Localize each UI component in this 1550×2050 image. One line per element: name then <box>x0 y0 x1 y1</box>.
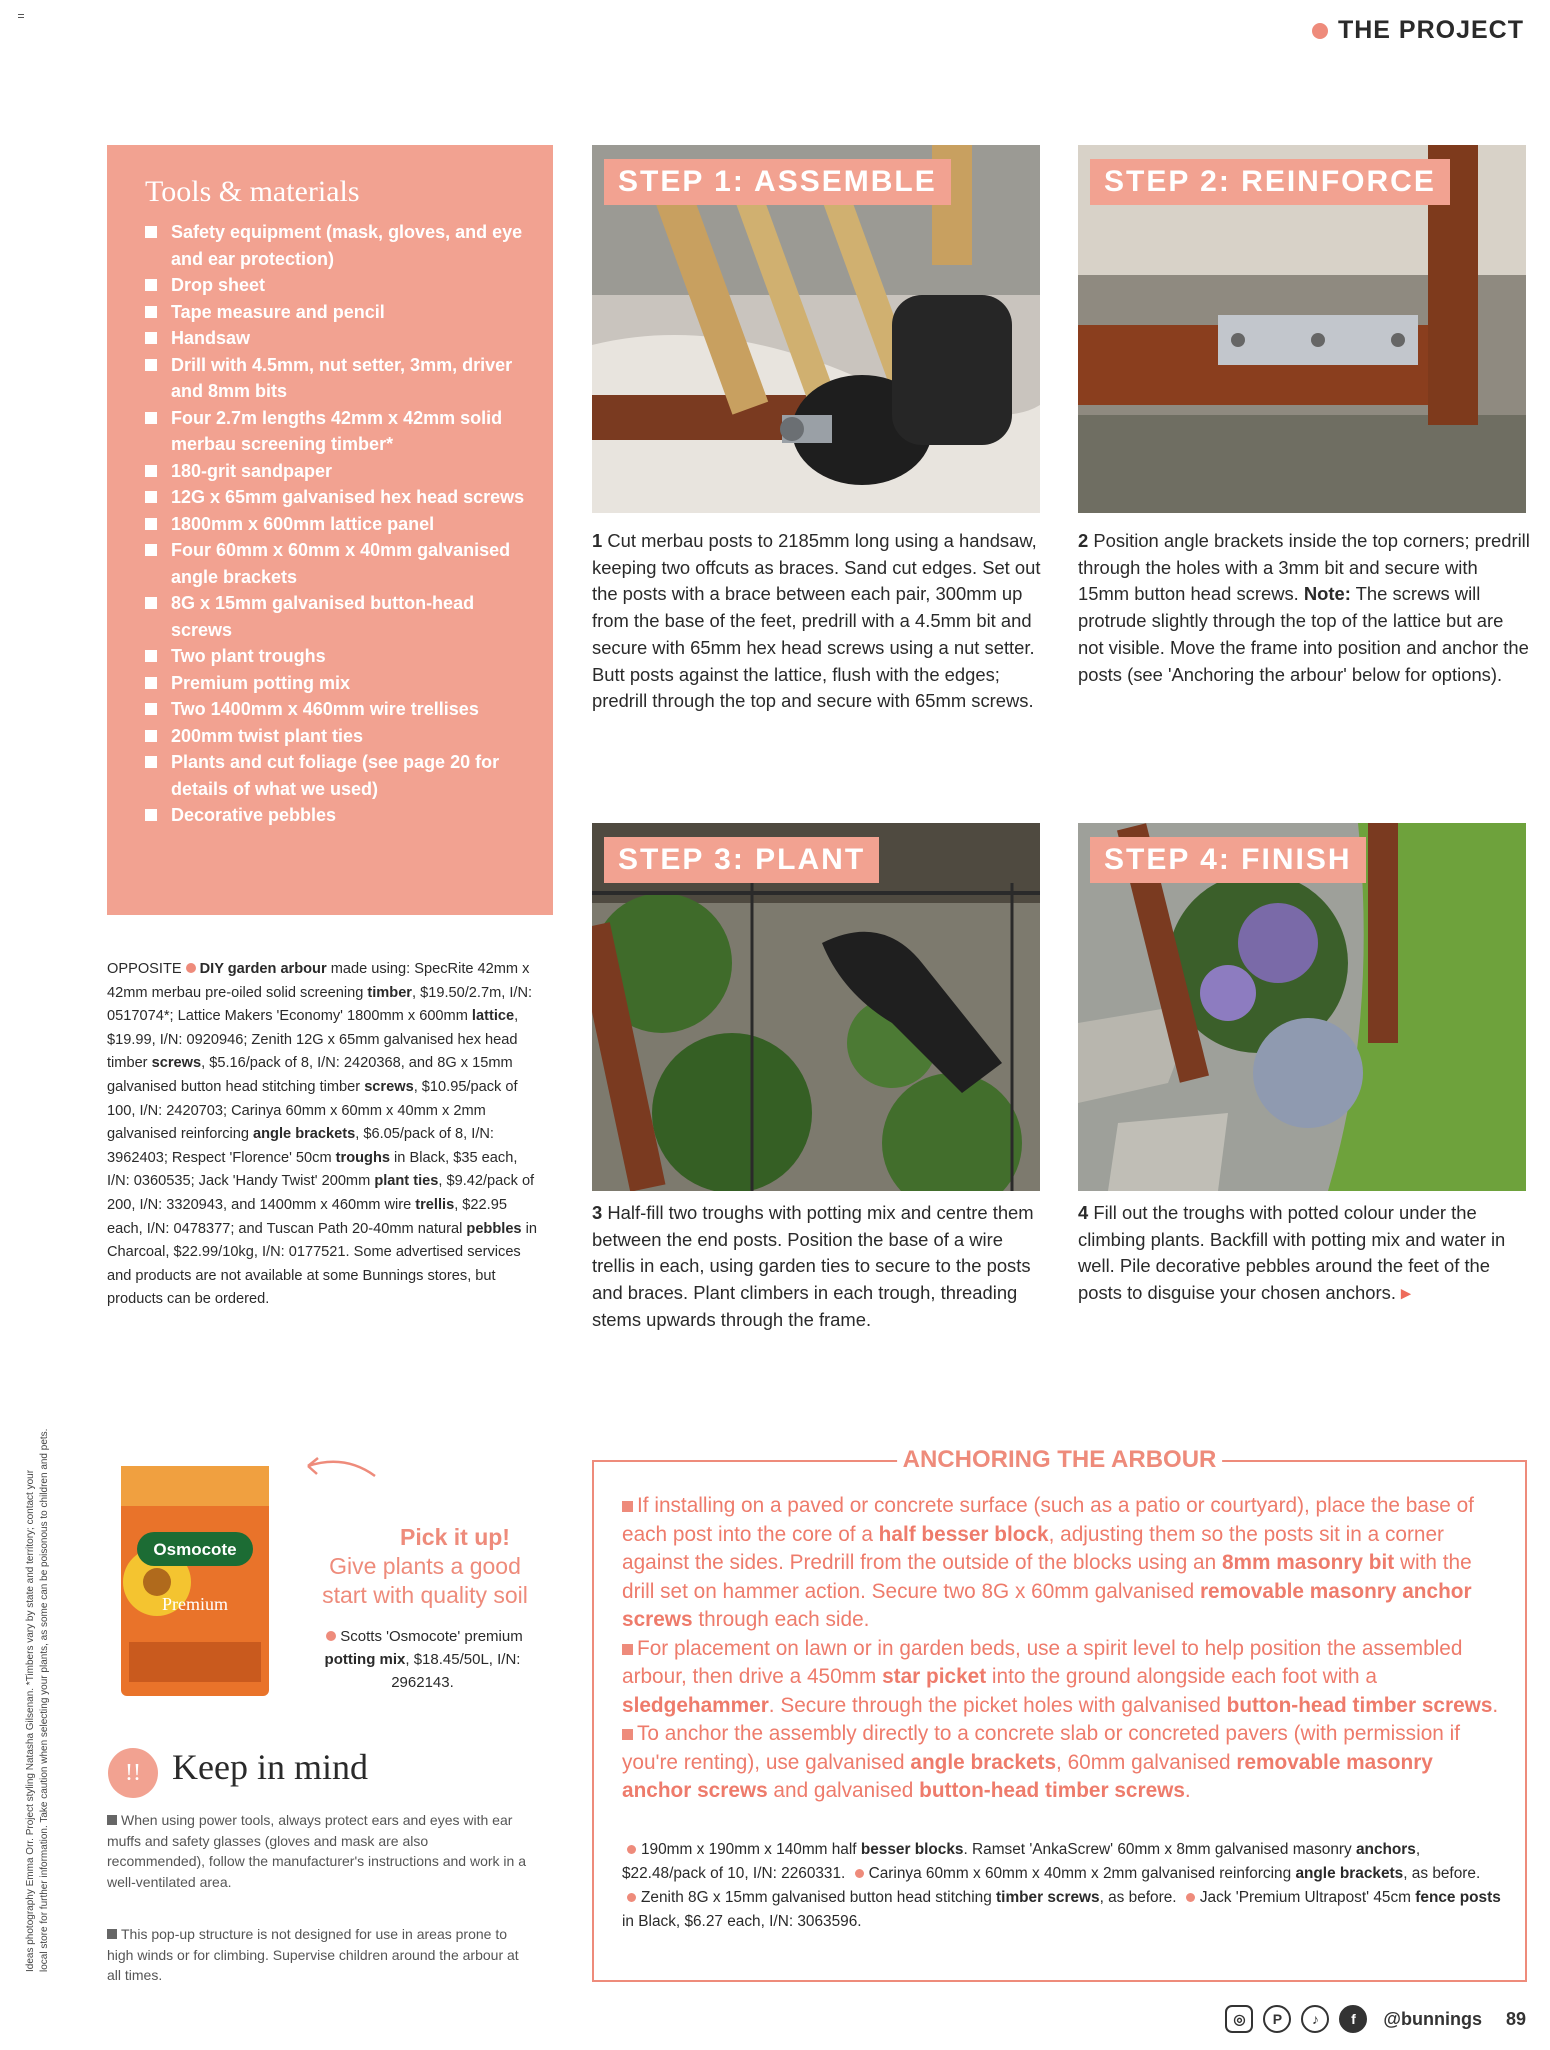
step-4-photo <box>1078 823 1526 1191</box>
bullet-dot-icon <box>326 1631 336 1641</box>
caption-text: , $19.99, I/N: 0920946; Zenith 12G x 65mm galvanised hex head timber <box>107 1008 519 1072</box>
step-2-photo <box>1078 145 1526 513</box>
product-text: Carinya 60mm x 60mm x 40mm x 2mm galvanised reinforcing <box>868 1865 1296 1882</box>
caption-text: in Black, $35 each, I/N: 0360535; Jack 'Handy Twist' 200mm <box>107 1149 518 1190</box>
step-number: 4 <box>1078 1202 1089 1223</box>
keep-in-mind-text: This pop-up structure is not designed for use in areas prone to high winds or for climbing. Supervise children around the arbour at all times. <box>107 1926 519 1983</box>
caption-text: , $10.95/pack of 100, I/N: 2420703; Carinya 60mm x 60mm x 40mm x 2mm galvanised reinforcing <box>107 1078 518 1143</box>
anchor-text: . <box>1492 1693 1499 1717</box>
product-text: 190mm x 190mm x 140mm half <box>641 1841 861 1858</box>
bullet-square-icon <box>107 1815 117 1825</box>
anchor-bold: button-head timber screws <box>1226 1693 1493 1717</box>
product-text: . Ramset 'AnkaScrew' 60mm x 8mm galvanised masonry <box>963 1841 1356 1858</box>
step-description: Half-fill two troughs with potting mix and centre them between the end posts. Position the base of a wire trellis in each, using garden ties to secure to the posts and braces. Plant climbers in each trough, threading stems upwards through the frame. <box>592 1202 1034 1330</box>
step-1-text <box>592 528 1044 715</box>
product-text: , as before. <box>1403 1865 1481 1882</box>
product-bold: angle brackets <box>1295 1865 1404 1882</box>
tools-title: Tools & materials <box>145 175 360 208</box>
corner-mark <box>18 14 24 20</box>
step-number: 1 <box>592 530 603 551</box>
page-number: 89 <box>1505 2008 1526 2029</box>
pick-subtitle: Give plants a good start with quality soil <box>322 1553 528 1608</box>
step-2-text <box>1078 528 1530 688</box>
opposite-caption <box>107 958 537 1312</box>
caption-bold: screws <box>364 1078 414 1095</box>
tiktok-icon[interactable]: ♪ <box>1301 2005 1329 2033</box>
anchor-text: For placement on lawn or in garden beds, use a spirit level to help position the assembled arbour, then drive a 450mm <box>622 1636 1463 1688</box>
anchoring-box <box>592 1446 1527 1982</box>
anchoring-title: ANCHORING THE ARBOUR <box>897 1446 1223 1474</box>
product-bold: besser blocks <box>860 1841 964 1858</box>
anchoring-body <box>622 1492 1501 1806</box>
bullet-dot-icon <box>855 1869 864 1878</box>
step-description: Fill out the troughs with potted colour under the climbing plants. Backfill with potting mix and water in well. Pile decorative pebbles around the feet of the posts to disguise your chosen anchors. <box>1078 1202 1506 1304</box>
pinterest-icon[interactable]: P <box>1263 2005 1291 2033</box>
product-text: in Black, $6.27 each, I/N: 3063596. <box>622 1913 862 1930</box>
caption-text: in Charcoal, $22.99/10kg, I/N: 0177521. Some advertised services and products are not available at some Bunnings stores, but products can be ordered. <box>107 1220 537 1308</box>
anchor-bold: button-head timber screws <box>919 1779 1185 1802</box>
tools-item: Drill with 4.5mm, nut setter, 3mm, driver and 8mm bits <box>145 352 525 405</box>
keep-in-mind-title: Keep in mind <box>172 1747 368 1787</box>
caption-bold: pebbles <box>466 1220 522 1237</box>
tools-item: Tape measure and pencil <box>145 299 525 326</box>
anchor-bold: removable masonry anchor screws <box>622 1750 1433 1802</box>
page-footer <box>1225 2005 1526 2033</box>
step-3-photo <box>592 823 1040 1191</box>
anchor-text: with the drill set on hammer action. Secure two 8G x 60mm galvanised <box>622 1551 1472 1603</box>
product-text: , as before. <box>1099 1889 1177 1906</box>
pick-product <box>300 1625 545 1694</box>
anchor-text: . <box>1184 1779 1191 1802</box>
tools-item: Drop sheet <box>145 272 525 299</box>
caption-text: , $9.42/pack of 200, I/N: 3320943, and 1400mm x 460mm wire <box>107 1173 535 1213</box>
step-3-text <box>592 1200 1044 1334</box>
facebook-icon[interactable]: f <box>1339 2005 1367 2033</box>
step-tag: STEP 2: REINFORCE <box>1090 159 1450 205</box>
anchor-bold: removable masonry anchor screws <box>622 1579 1472 1631</box>
anchor-text: into the ground alongside each foot with a <box>986 1665 1377 1688</box>
section-label <box>1312 16 1524 45</box>
potting-mix-bag-image <box>117 1462 273 1700</box>
anchor-text: To anchor the assembly directly to a concrete slab or concreted pavers (with permission if you're renting), use galvanised <box>622 1722 1460 1774</box>
step-tag: STEP 4: FINISH <box>1090 837 1366 883</box>
pick-product-bold: potting mix <box>324 1651 406 1668</box>
caption-bold: troughs <box>335 1149 390 1166</box>
caption-text: , $22.95 each, I/N: 0478377; and Tuscan Path 20-40mm natural <box>107 1196 507 1237</box>
product-bold: fence posts <box>1415 1889 1501 1906</box>
anchoring-option <box>622 1720 1501 1806</box>
keep-in-mind-item <box>107 1924 527 1986</box>
anchor-text: through each side. <box>692 1608 870 1631</box>
bullet-dot-icon <box>627 1893 636 1902</box>
tools-item: Safety equipment (mask, gloves, and eye and ear protection) <box>145 219 525 272</box>
bag-brand: Osmocote <box>153 1540 237 1559</box>
bullet-dot-icon <box>186 963 196 973</box>
tools-item: 8G x 15mm galvanised button-head screws <box>145 590 525 643</box>
tools-item: 12G x 65mm galvanised hex head screws <box>145 484 525 511</box>
section-title: THE PROJECT <box>1337 16 1524 44</box>
pick-product-text: Scotts 'Osmocote' premium <box>340 1628 523 1645</box>
step-description: The screws will protrude slightly through the top of the lattice but are not visible. Move the frame into position and anchor the posts (see 'Anchoring the arbour' below for options). <box>1078 583 1529 685</box>
bullet-square-icon <box>107 1929 117 1939</box>
tools-item: Handsaw <box>145 325 525 352</box>
tools-item: Two 1400mm x 460mm wire trellises <box>145 696 525 723</box>
credits-line: Ideas photography Emma Orr. Project styling Natasha Gilsenan. *Timbers vary by state and territory; contact your <box>25 1469 36 1972</box>
tools-item: Two plant troughs <box>145 643 525 670</box>
potting-mix-bag <box>117 1462 273 1700</box>
opposite-label: OPPOSITE <box>107 961 182 977</box>
caption-bold: timber <box>367 984 412 1001</box>
step-number: 3 <box>592 1202 603 1223</box>
product-bold: anchors <box>1355 1841 1416 1858</box>
product-text: Jack 'Premium Ultrapost' 45cm <box>1199 1889 1416 1906</box>
caption-text: , $19.50/2.7m, I/N: 0517074*; Lattice Makers 'Economy' 1800mm x 600mm <box>107 984 533 1025</box>
photo-credits <box>24 1232 52 1972</box>
anchoring-option <box>622 1492 1501 1635</box>
anchor-bold: 8mm masonry bit <box>1221 1551 1395 1574</box>
tools-item: Four 2.7m lengths 42mm x 42mm solid merbau screening timber* <box>145 405 525 458</box>
tools-materials-panel <box>107 145 553 915</box>
pick-product-text: , $18.45/50L, I/N: 2962143. <box>391 1651 521 1691</box>
caption-bold: trellis <box>415 1196 455 1213</box>
anchor-bold: sledgehammer <box>622 1693 769 1717</box>
tools-item: Premium potting mix <box>145 670 525 697</box>
continue-arrow-icon: ▸ <box>1401 1282 1411 1304</box>
caption-bold: screws <box>151 1055 202 1072</box>
bullet-square-icon <box>622 1644 633 1655</box>
step-1-photo <box>592 145 1040 513</box>
caption-bold: plant ties <box>374 1173 439 1190</box>
caption-bold: angle brackets <box>253 1126 356 1143</box>
caption-text: made using: SpecRite 42mm x 42mm merbau pre-oiled solid screening <box>107 961 530 1001</box>
step-number: 2 <box>1078 530 1089 551</box>
tools-item: 200mm twist plant ties <box>145 723 525 750</box>
pick-title: Pick it up! <box>400 1524 510 1550</box>
social-handle[interactable]: @bunnings <box>1383 2008 1482 2029</box>
anchor-text: If installing on a paved or concrete surface (such as a patio or courtyard), place the base of each post into the core of a <box>622 1494 1474 1546</box>
step-description: Cut merbau posts to 2185mm long using a handsaw, keeping two offcuts as braces. Sand cut edges. Set out the posts with a brace between each pair, 300mm up from the base of the feet, predrill with a 4.5mm bit and secure with 65mm hex head screws using a nut setter. Butt posts against the lattice, flush with the edges; predrill through the top and secure with 65mm screws. <box>592 530 1041 712</box>
bullet-square-icon <box>622 1729 633 1740</box>
step-tag: STEP 3: PLANT <box>604 837 879 883</box>
keep-in-mind-item <box>107 1810 527 1892</box>
caption-bold: lattice <box>471 1008 515 1025</box>
anchor-text: . Secure through the picket holes with galvanised <box>768 1693 1227 1717</box>
product-bold: timber screws <box>996 1889 1100 1906</box>
product-text: , $22.48/pack of 10, I/N: 2260331. <box>622 1841 1421 1882</box>
bullet-dot-icon <box>1186 1893 1195 1902</box>
anchoring-option <box>622 1635 1501 1721</box>
tools-item: Decorative pebbles <box>145 802 525 829</box>
anchor-text: , adjusting them so the posts sit in a corner against the sides. Predrill from the outside of the blocks using an <box>622 1522 1444 1574</box>
anchor-text: and galvanised <box>767 1779 920 1802</box>
caption-text: , $5.16/pack of 8, I/N: 2420368, and 8G x 15mm galvanised button head stitching timber <box>107 1055 513 1095</box>
section-dot-icon <box>1312 23 1328 39</box>
caption-text: , $6.05/pack of 8, I/N: 3962403; Respect 'Florence' 50cm <box>107 1126 494 1166</box>
anchor-bold: star picket <box>882 1665 987 1688</box>
tools-item: Four 60mm x 60mm x 40mm galvanised angle brackets <box>145 537 525 590</box>
warning-icon: !! <box>108 1748 158 1798</box>
caption-bold: DIY garden arbour <box>199 961 327 977</box>
product-text: Zenith 8G x 15mm galvanised button head stitching <box>641 1889 997 1906</box>
tools-item: Plants and cut foliage (see page 20 for details of what we used) <box>145 749 525 802</box>
step-description: Position angle brackets inside the top corners; predrill through the holes with a 3mm bit and secure with 15mm button head screws. <box>1078 530 1530 605</box>
bag-name: Premium <box>162 1594 228 1614</box>
tools-item: 180-grit sandpaper <box>145 458 525 485</box>
step-4-text <box>1078 1200 1530 1307</box>
anchoring-products <box>622 1838 1501 1934</box>
step-note-label: Note: <box>1303 583 1351 605</box>
instagram-icon[interactable]: ◎ <box>1225 2005 1253 2033</box>
anchor-bold: angle brackets <box>910 1750 1057 1774</box>
bullet-dot-icon <box>627 1845 636 1854</box>
anchor-text: , 60mm galvanised <box>1056 1750 1237 1774</box>
tools-list <box>145 219 525 829</box>
tools-item: 1800mm x 600mm lattice panel <box>145 511 525 538</box>
step-tag: STEP 1: ASSEMBLE <box>604 159 951 205</box>
keep-in-mind-text: When using power tools, always protect ears and eyes with ear muffs and safety glasses (gloves and mask are also recommended), follow the manufacturer's instructions and work in a well-ventilated area. <box>107 1812 526 1890</box>
curved-arrow-icon <box>300 1452 380 1482</box>
credits-line: local store for further information. Take caution when selecting your plants, as some can be poisonous to children and pets. <box>39 1428 50 1972</box>
bullet-square-icon <box>622 1501 633 1512</box>
anchor-bold: half besser block <box>878 1522 1049 1546</box>
